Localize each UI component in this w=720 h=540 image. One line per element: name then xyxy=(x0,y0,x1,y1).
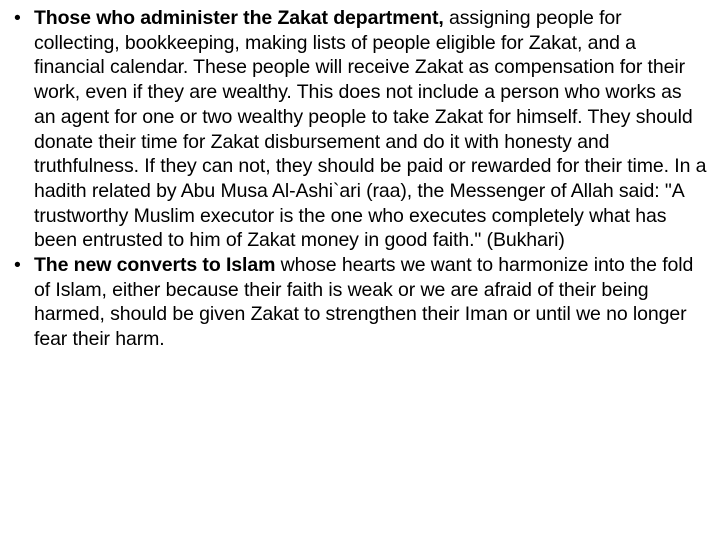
bullet-list xyxy=(14,6,708,352)
bullet-body-text: assigning people for collecting, bookkeeping, making lists of people eligible for Zakat, and a financial calendar. These people will receive Zakat as compensation for their work, even if they are wealthy. This does not include a person who works as an agent for one or two wealthy people to take Zakat for himself. They should donate their time for Zakat disbursement and do it with honesty and truthfulness. If they can not, they should be paid or rewarded for their time. In a hadith related by Abu Musa Al-Ashi`ari (raa), the Messenger of Allah said: "A trustworthy Muslim executor is the one who executes completely what has been entrusted to him of Zakat money in good faith." (Bukhari) xyxy=(34,7,707,252)
bullet-marker: • xyxy=(14,7,21,29)
bullet-lead-text: Those who administer the Zakat department, xyxy=(34,7,444,29)
bullet-body-text: whose hearts we want to harmonize into the fold of Islam, either because their faith is weak or we are afraid of their being harmed, should be given Zakat to strengthen their Iman or until we no longer fear their harm. xyxy=(34,254,694,351)
bullet-item-new-converts xyxy=(14,253,708,352)
bullet-item-zakat-administrators xyxy=(14,6,708,253)
bullet-marker: • xyxy=(14,254,21,277)
bullet-lead-text: The new converts to Islam xyxy=(34,254,276,277)
